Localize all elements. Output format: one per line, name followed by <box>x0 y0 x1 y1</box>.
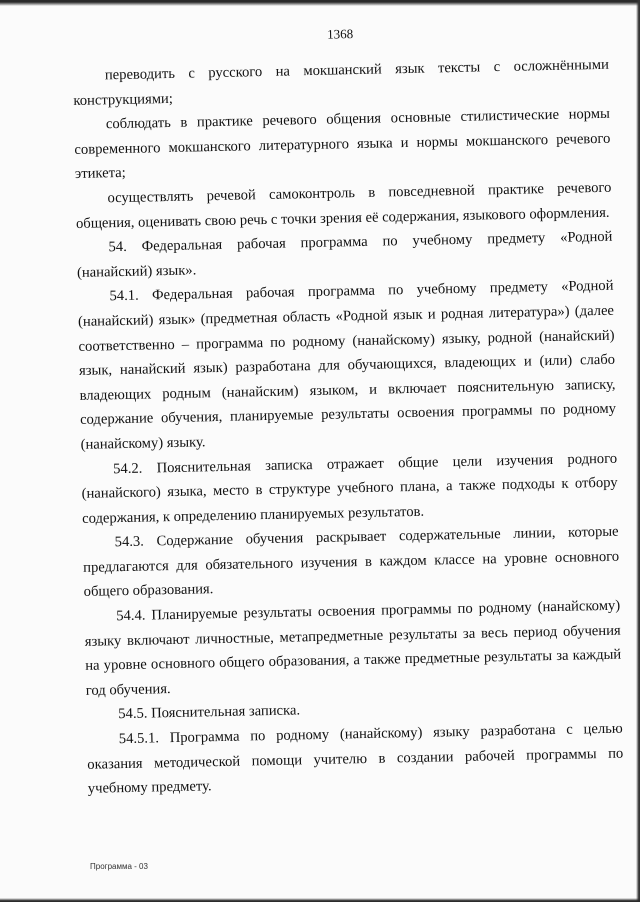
paragraph-2: соблюдать в практике речевого общения основные стилистические нормы современного мокшанского литературного языка и нормы мокшанского речевого этикета; <box>74 105 611 183</box>
paragraph-54-5: 54.5. Пояснительная записка. <box>118 702 301 723</box>
scan-edge-right <box>636 0 640 902</box>
paragraph-54-1: 54.1. Федеральная рабочая программа по учебному предмету «Родной (нанайский) язык» (предметная область «Родной язык и родная литература») (далее соответственно – программа по родному (нанайскому) языку, родной (нанайский) язык, нанайский язык) разработана для обучающихся, владеющих и (или) слабо владеющих родным (нанайским) языком, и включает пояснительную записку, содержание обучения, планируемые результаты освоения программы по родному (нанайскому) языку. <box>77 278 617 453</box>
paragraph-54-4: 54.4. Планируемые результаты освоения программы по родному (нанайскому) языку включают личностные, метапредметные результаты за весь период обучения на уровне основного общего образования, а также предметные результаты за каждый год обучения. <box>84 597 622 699</box>
footer-label: Программа - 03 <box>90 862 148 871</box>
paragraph-3: осуществлять речевой самоконтроль в повседневной практике речевого общения, оценивать свою речь с точки зрения её содержания, языкового оформления. <box>75 179 612 232</box>
paragraph-54-2: 54.2. Пояснительная записка отражает общие цели изучения родного (нанайского) языка, место в структуре учебного плана, а также подходы к отбору содержания, к определению планируемых результатов. <box>81 450 618 527</box>
paragraph-54-5-1: 54.5.1. Программа по родному (нанайскому) языку разработана с целью оказания методической помощи учителю в создании рабочей программы по учебному предмету. <box>87 720 624 798</box>
paragraph-1: переводить с русского на мокшанский язык тексты с осложнёнными конструкциями; <box>73 56 609 109</box>
scan-edge-top <box>0 0 640 6</box>
paragraph-54-3: 54.3. Содержание обучения раскрывает содержательные линии, которые предлагаются для обязательного изучения в каждом классе на уровне основного общего образования. <box>83 523 620 601</box>
scan-edge-bottom <box>0 898 640 902</box>
page-number: 1368 <box>326 26 354 42</box>
section-54-heading: 54. Федеральная рабочая программа по учебному предмету «Родной (нанайский) язык». <box>76 228 613 281</box>
page-content <box>72 21 624 802</box>
